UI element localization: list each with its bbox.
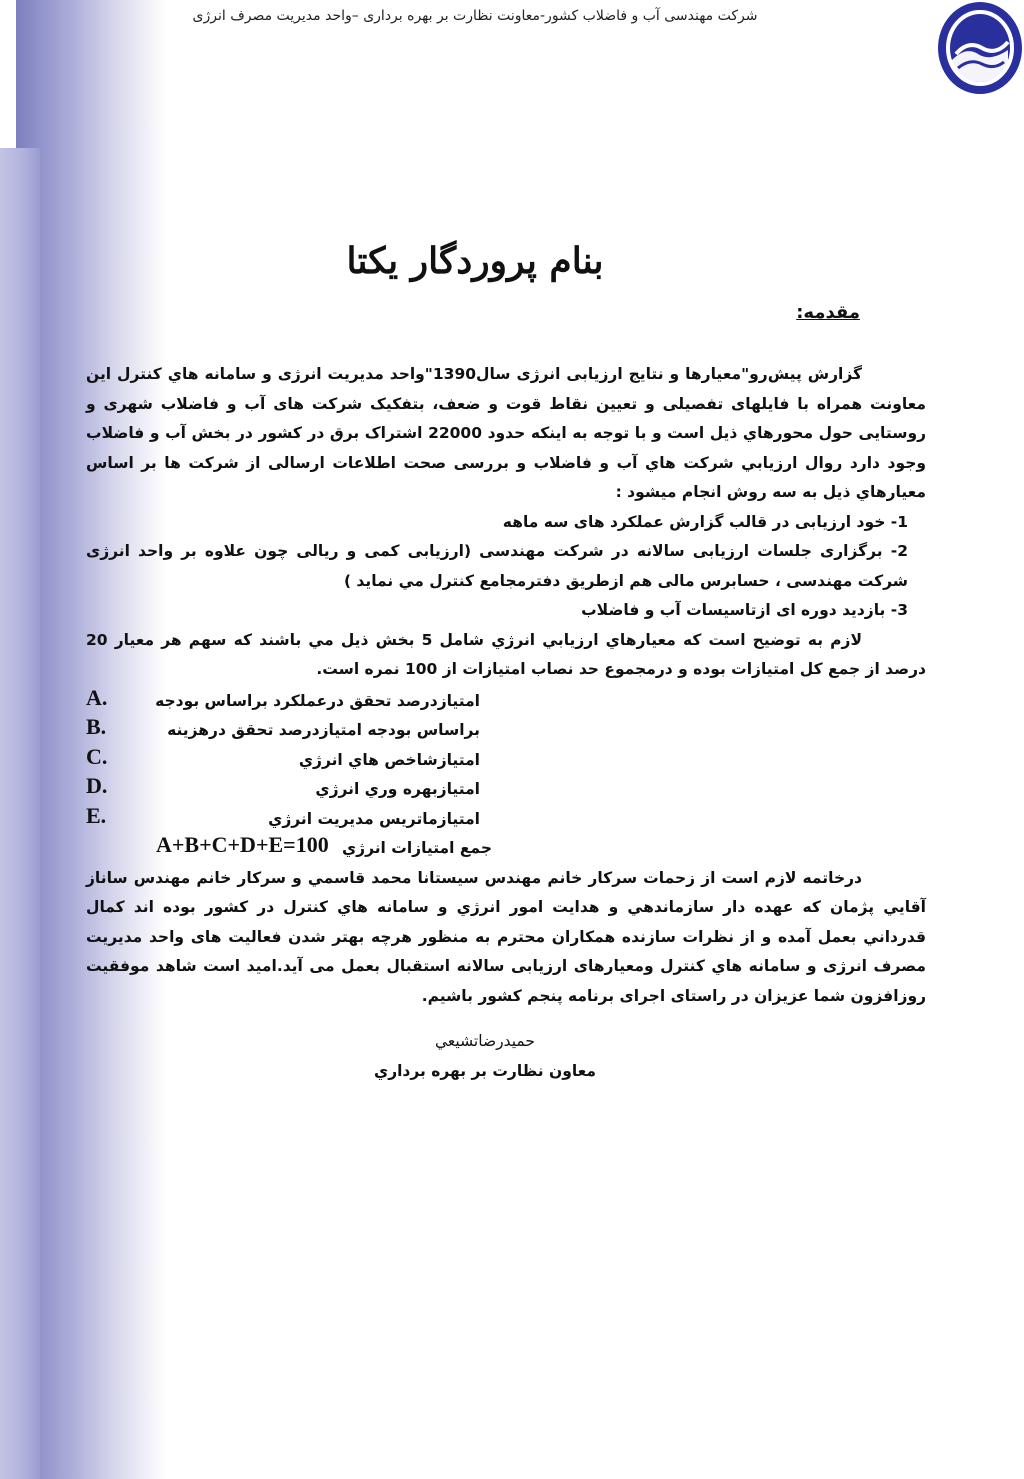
- sum-label: جمع امتیازات انرژي: [341, 839, 492, 857]
- company-logo: [938, 2, 1022, 94]
- document-body: [86, 360, 926, 1011]
- criteria-text: امتیازبهره وري انرژي: [315, 780, 480, 798]
- criteria-text: امتیازماتریس مدیریت انرژي: [268, 809, 480, 828]
- criteria-letter: A.: [86, 684, 108, 710]
- criteria-text: امتیازشاخص هاي انرژي: [298, 750, 480, 769]
- sum-formula: A+B+C+D+E=100: [156, 832, 329, 857]
- method-item-3: 3- بازدید دوره ای ازتاسیسات آب و فاضلاب: [581, 601, 908, 619]
- document-title: بنام پروردگار یکتا: [346, 240, 604, 282]
- criteria-sum: [86, 834, 926, 864]
- signatory-name: حمیدرضاتشیعي: [435, 1032, 535, 1050]
- criteria-text: براساس بودجه امتیازدرصد تحقق درهزینه: [167, 721, 480, 739]
- criteria-item: [86, 684, 926, 717]
- signature-block: [320, 1026, 650, 1086]
- method-item-1: 1- خود ارزیابی در قالب گزارش عملکرد های سه ماهه: [502, 512, 908, 531]
- intro-paragraph: گزارش پیش‌رو"معیارها و نتایج ارزیابی انرژی سال1390"واحد مدیریت انرژی و سامانه هاي کنترل این معاونت همراه با فایلهای تفصیلی و تعیین نقاط قوت و ضعف، بتفکیک شرکت های آب و فاضلاب شهری و روستایی حول محورهاي ذیل است و با توجه به اینکه حدود 22000 اشتراک برق در کشور در بخش آب و فاضلاب وجود دارد روال ارزیابي شرکت هاي آب و فاضلاب و بررسی صحت اطلاعات ارسالی از شرکت ها بر اساس معیارهاي ذیل به سه روش انجام میشود :: [86, 365, 926, 501]
- criteria-item: [86, 743, 926, 776]
- criteria-item: [86, 716, 926, 746]
- criteria-letter: B.: [86, 714, 107, 739]
- page-header: شرکت مهندسی آب و فاضلاب کشور-معاونت نظارت بر بهره برداری –واحد مدیریت مصرف انرژی: [192, 8, 758, 24]
- closing-paragraph: درخاتمه لازم است از زحمات سرکار خانم مهندس سیستانا محمد قاسمي و سرکار خانم مهندس ساناز آقایي پژمان که عهده دار سازماندهي و هدایت امور انرژي و سامانه هاي کنترل در کشور بوده اند کمال قدرداني بعمل آمده و از نظرات سازنده همکاران محترم به منظور هرچه بهتر شدن فعالیت های واحد مدیریت مصرف انرژی و سامانه هاي کنترل ومعیارهای ارزیابی سالانه استقبال بعمل می آید.امید است شاهد موفقیت روزافزون شما عزیزان در راستای اجرای برنامه پنجم کشور باشیم.: [86, 868, 926, 1005]
- criteria-text: امتیازدرصد تحقق درعملکرد براساس بودجه: [155, 691, 480, 710]
- signatory-position: معاون نظارت بر بهره برداري: [373, 1062, 597, 1080]
- criteria-letter: C.: [86, 743, 108, 769]
- criteria-letter: D.: [86, 773, 108, 798]
- criteria-paragraph: لازم به توضیح است که معیارهاي ارزیابي انرژي شامل 5 بخش ذیل مي باشند که سهم هر معیار 20 درصد از جمع کل امتیازات بوده و درمجموع حد نصاب امتیازات از 100 نمره است.: [86, 630, 926, 678]
- method-item-2: 2- برگزاری جلسات ارزیابی سالانه در شرکت مهندسی (ارزیابی کمی و ریالی چون علاوه بر واحد انرژی شرکت مهندسی ، حسابرس مالی هم ازطریق دفترمجامع کنترل مي نماید ): [86, 542, 908, 590]
- criteria-list: [86, 684, 926, 864]
- intro-heading: مقدمه:: [796, 302, 860, 323]
- criteria-item: [86, 775, 926, 805]
- criteria-letter: E.: [86, 802, 107, 828]
- left-edge-strip: [0, 148, 40, 1479]
